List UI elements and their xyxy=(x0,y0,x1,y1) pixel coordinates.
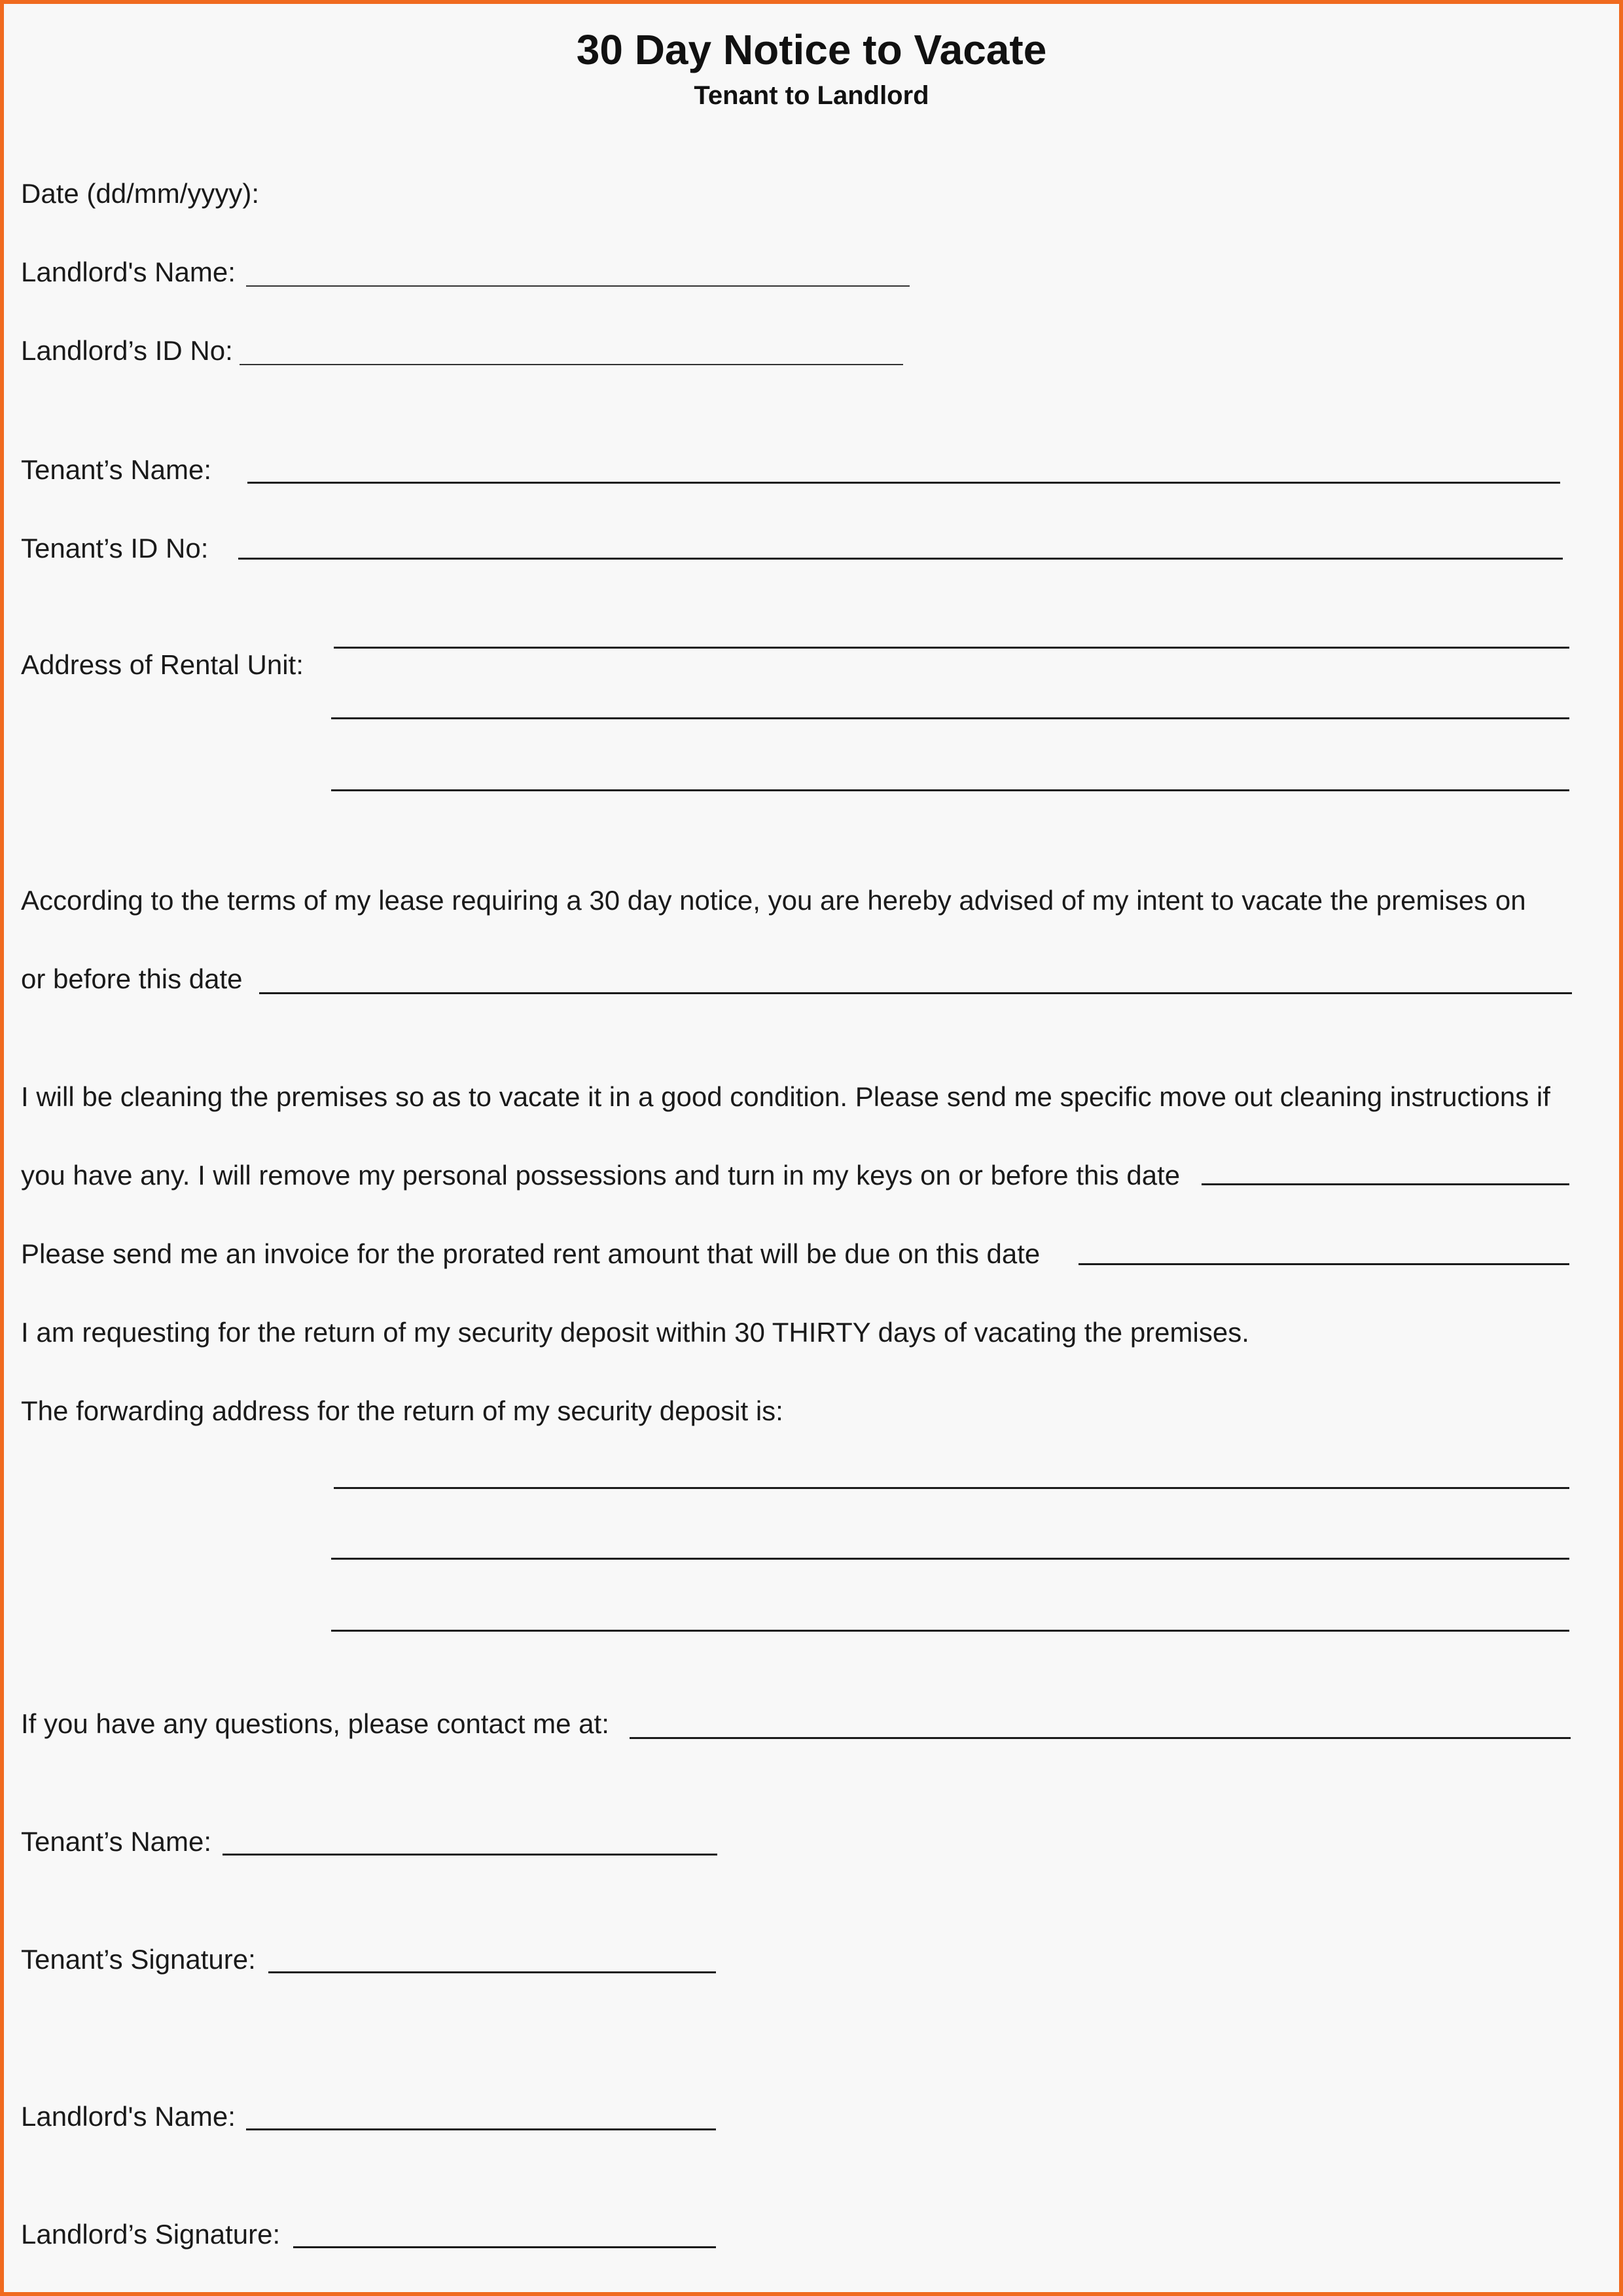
signature-tenant-name-field[interactable] xyxy=(223,1854,717,1856)
rental-address-line-3[interactable] xyxy=(331,789,1569,791)
forwarding-address-line-1[interactable] xyxy=(334,1487,1569,1489)
tenant-signature-field[interactable] xyxy=(268,1971,716,1973)
landlord-id-field[interactable] xyxy=(240,364,903,365)
contact-label: If you have any questions, please contact me at: xyxy=(21,1708,609,1739)
tenant-id-label: Tenant’s ID No: xyxy=(21,533,209,564)
landlord-signature-field[interactable] xyxy=(293,2246,716,2248)
forwarding-address-line-2[interactable] xyxy=(331,1558,1569,1560)
landlord-id-label: Landlord’s ID No: xyxy=(21,335,233,366)
landlord-name-label: Landlord's Name: xyxy=(21,257,236,287)
cleaning-paragraph-line-2: you have any. I will remove my personal possessions and turn in my keys on or before this date xyxy=(21,1160,1181,1191)
tenant-id-field[interactable] xyxy=(238,558,1563,560)
notice-paragraph-line-2: or before this date xyxy=(21,963,243,994)
document-subtitle: Tenant to Landlord xyxy=(694,81,929,110)
rental-address-line-1[interactable] xyxy=(334,647,1569,649)
forwarding-address-line-3[interactable] xyxy=(331,1630,1569,1632)
invoice-paragraph: Please send me an invoice for the prorated rent amount that will be due on this date xyxy=(21,1238,1041,1269)
keys-return-date-field[interactable] xyxy=(1202,1183,1569,1185)
tenant-name-field[interactable] xyxy=(247,482,1560,484)
landlord-signature-label: Landlord’s Signature: xyxy=(21,2219,281,2250)
rental-address-label: Address of Rental Unit: xyxy=(21,649,304,680)
vacate-date-field[interactable] xyxy=(259,992,1572,994)
tenant-name-label: Tenant’s Name: xyxy=(21,454,212,485)
prorated-rent-date-field[interactable] xyxy=(1079,1263,1569,1265)
rental-address-line-2[interactable] xyxy=(331,717,1569,719)
signature-landlord-name-label: Landlord's Name: xyxy=(21,2101,236,2132)
date-label: Date (dd/mm/yyyy): xyxy=(21,178,260,209)
signature-landlord-name-field[interactable] xyxy=(246,2128,716,2130)
document-title: 30 Day Notice to Vacate xyxy=(576,26,1047,73)
landlord-name-field[interactable] xyxy=(246,285,910,287)
contact-field[interactable] xyxy=(630,1737,1571,1739)
deposit-paragraph: I am requesting for the return of my security deposit within 30 THIRTY days of vacating the premises. xyxy=(21,1317,1249,1348)
notice-paragraph-line-1: According to the terms of my lease requiring a 30 day notice, you are hereby advised of my intent to vacate the premises on xyxy=(21,885,1526,916)
forwarding-address-label: The forwarding address for the return of my security deposit is: xyxy=(21,1395,783,1426)
tenant-signature-label: Tenant’s Signature: xyxy=(21,1944,256,1975)
cleaning-paragraph-line-1: I will be cleaning the premises so as to vacate it in a good condition. Please send me specific move out cleaning instructions if xyxy=(21,1081,1550,1112)
signature-tenant-name-label: Tenant’s Name: xyxy=(21,1826,212,1857)
